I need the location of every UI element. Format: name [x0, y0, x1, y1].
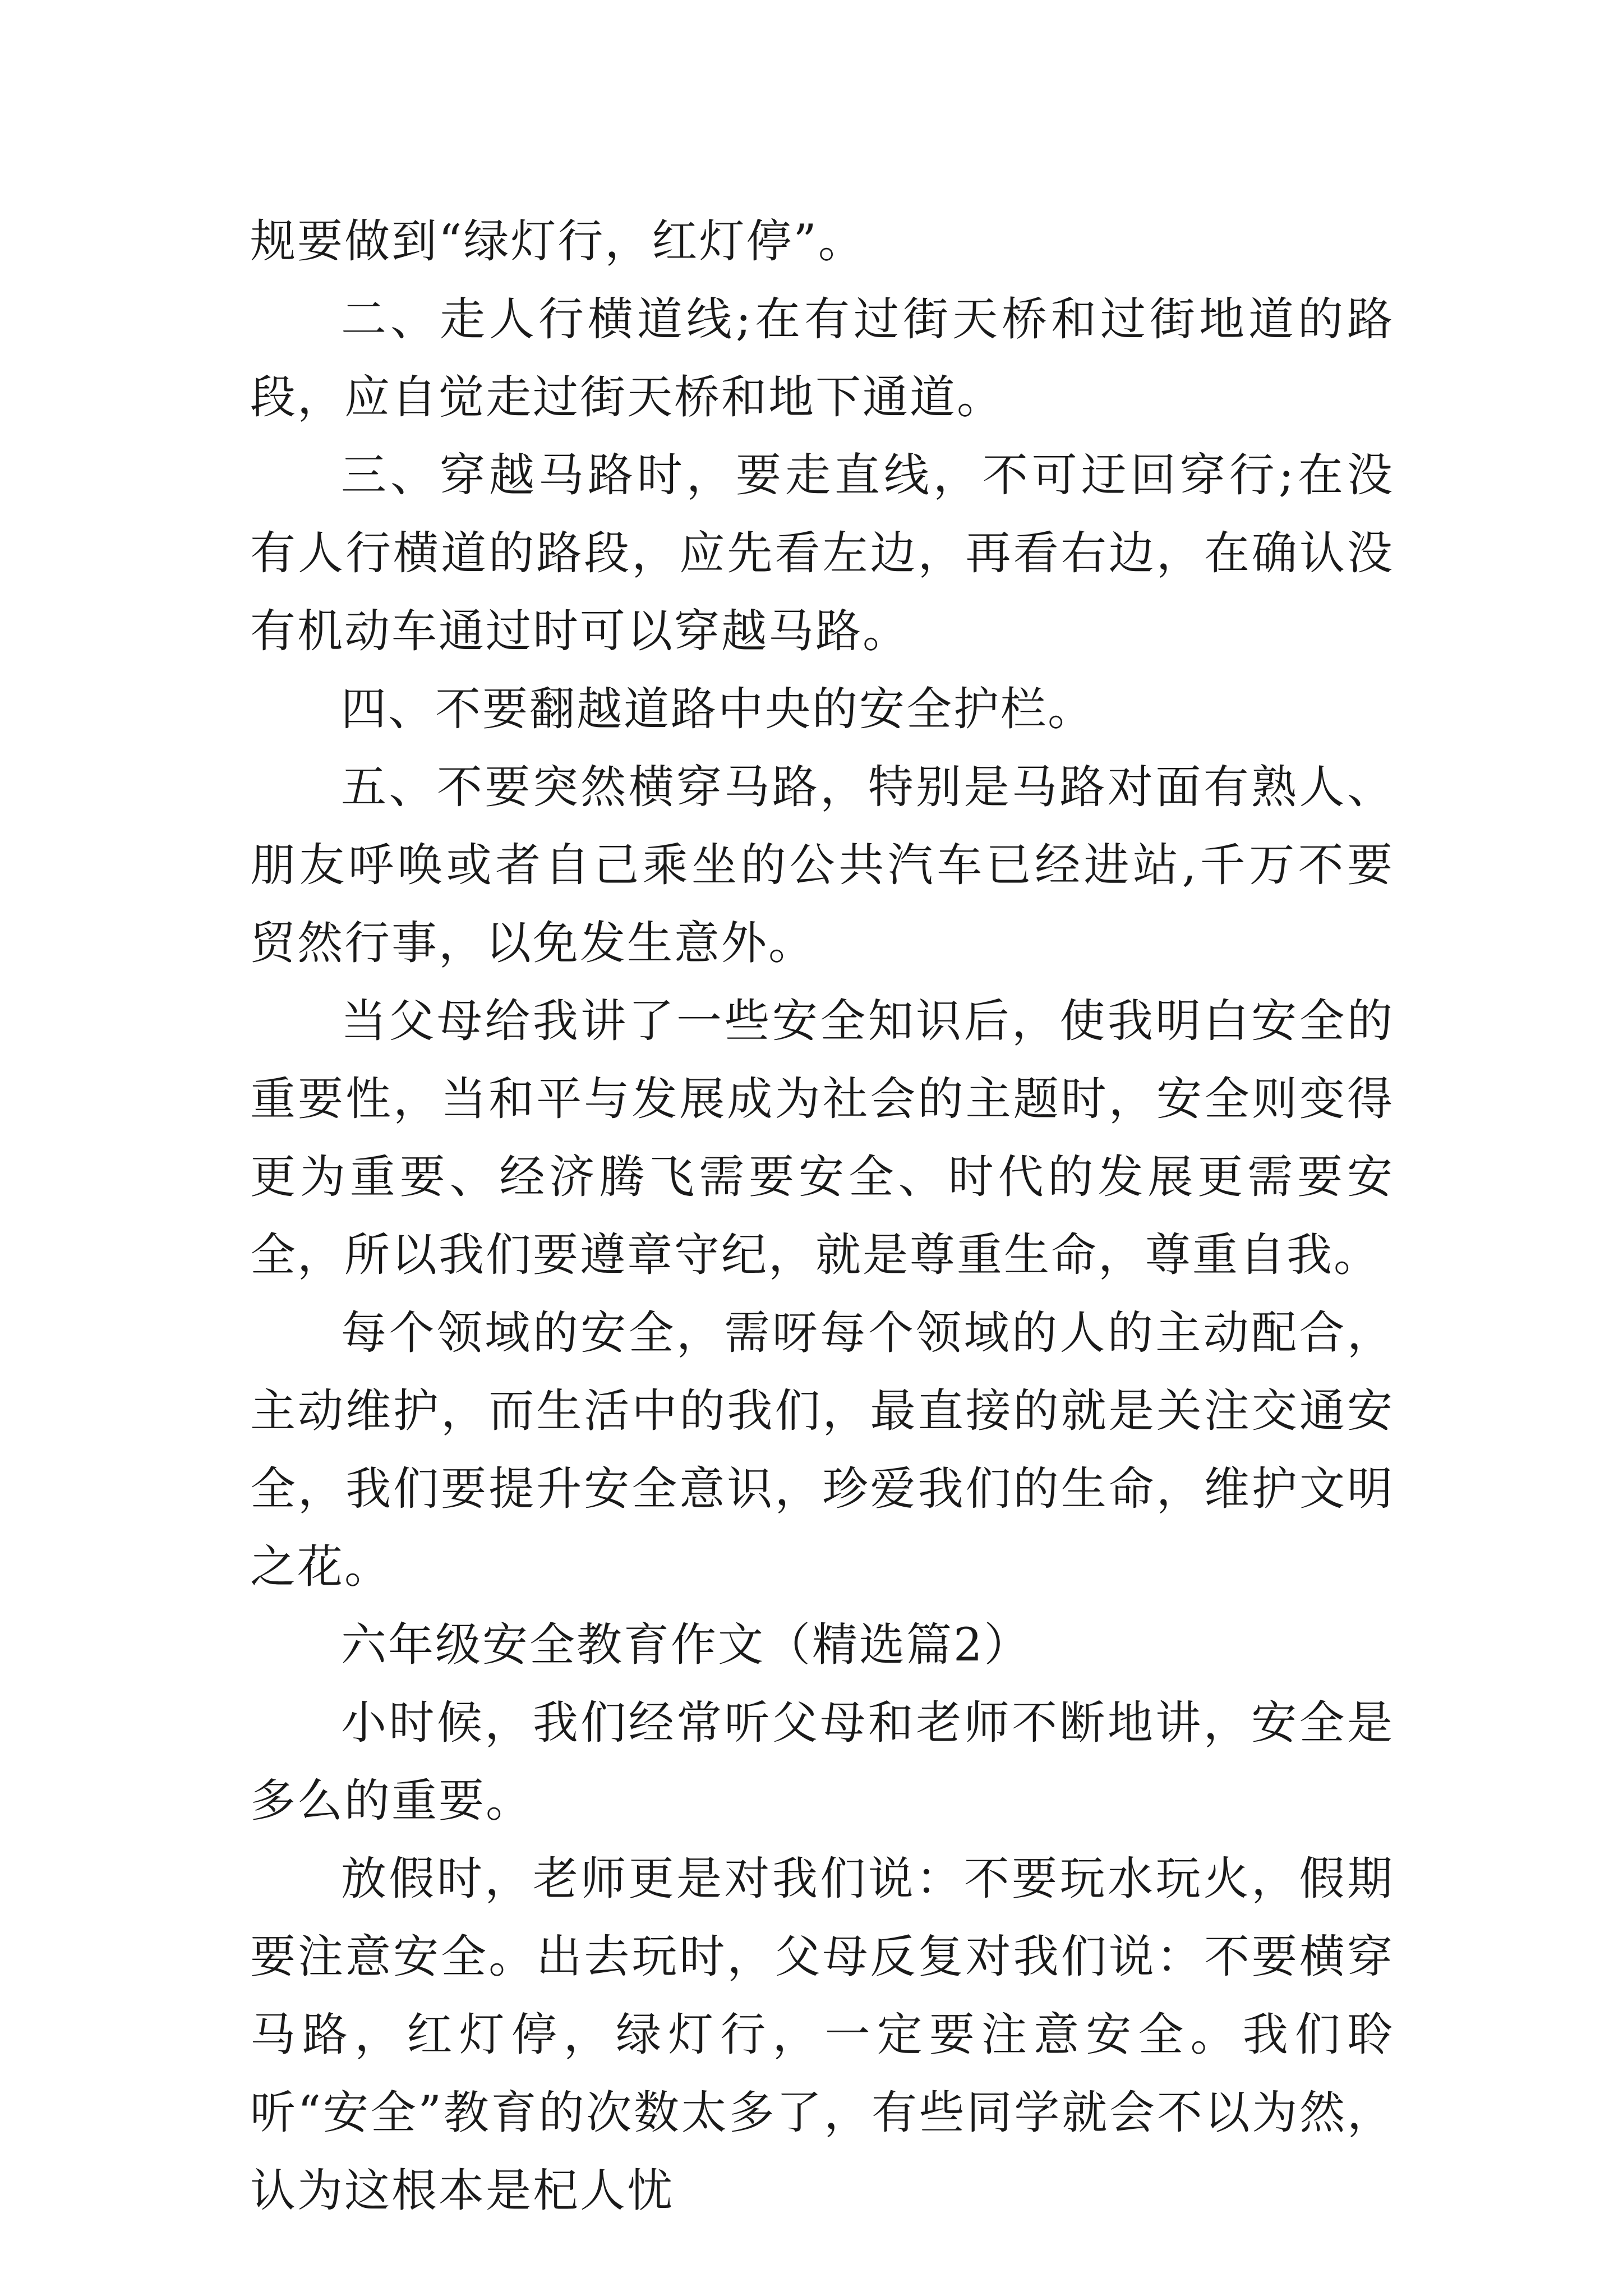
- section-heading: 六年级安全教育作文（精选篇2）: [341, 1619, 1031, 1672]
- paragraph-rule-5: 五、不要突然横穿马路，特别是马路对面有熟人、朋友呼唤或者自己乘坐的公共汽车已经进站,千万不要贸然行事，以免发生意外。: [250, 761, 1394, 970]
- document-body: [250, 203, 1394, 2230]
- paragraph-rule-2: 二、走人行横道线;在有过街天桥和过街地道的路段，应自觉走过街天桥和地下通道。: [250, 293, 1394, 424]
- paragraph-parents: 当父母给我讲了一些安全知识后，使我明白安全的重要性，当和平与发展成为社会的主题时，安全则变得更为重要、经济腾飞需要安全、时代的发展更需要安全，所以我们要遵章守纪，就是尊重生命，尊重自我。: [250, 995, 1394, 1282]
- paragraph-childhood: 小时候，我们经常听父母和老师不断地讲，安全是多么的重要。: [250, 1697, 1394, 1828]
- paragraph-fields: 每个领域的安全，需呀每个领域的人的主动配合，主动维护，而生活中的我们，最直接的就是关注交通安全，我们要提升安全意识，珍爱我们的生命，维护文明之花。: [250, 1307, 1394, 1594]
- paragraph-continuation: 规要做到“绿灯行，红灯停”。: [250, 215, 865, 268]
- paragraph-rule-3: 三、穿越马路时，要走直线，不可迂回穿行;在没有人行横道的路段，应先看左边，再看右边，在确认没有机动车通过时可以穿越马路。: [250, 449, 1394, 658]
- paragraph-rule-4: 四、不要翻越道路中央的安全护栏。: [341, 683, 1095, 736]
- paragraph-holiday: 放假时，老师更是对我们说：不要玩水玩火，假期要注意安全。出去玩时，父母反复对我们说：不要横穿马路，红灯停，绿灯行，一定要注意安全。我们聆听“安全”教育的次数太多了，有些同学就会不以为然，认为这根本是杞人忧: [250, 1853, 1394, 2217]
